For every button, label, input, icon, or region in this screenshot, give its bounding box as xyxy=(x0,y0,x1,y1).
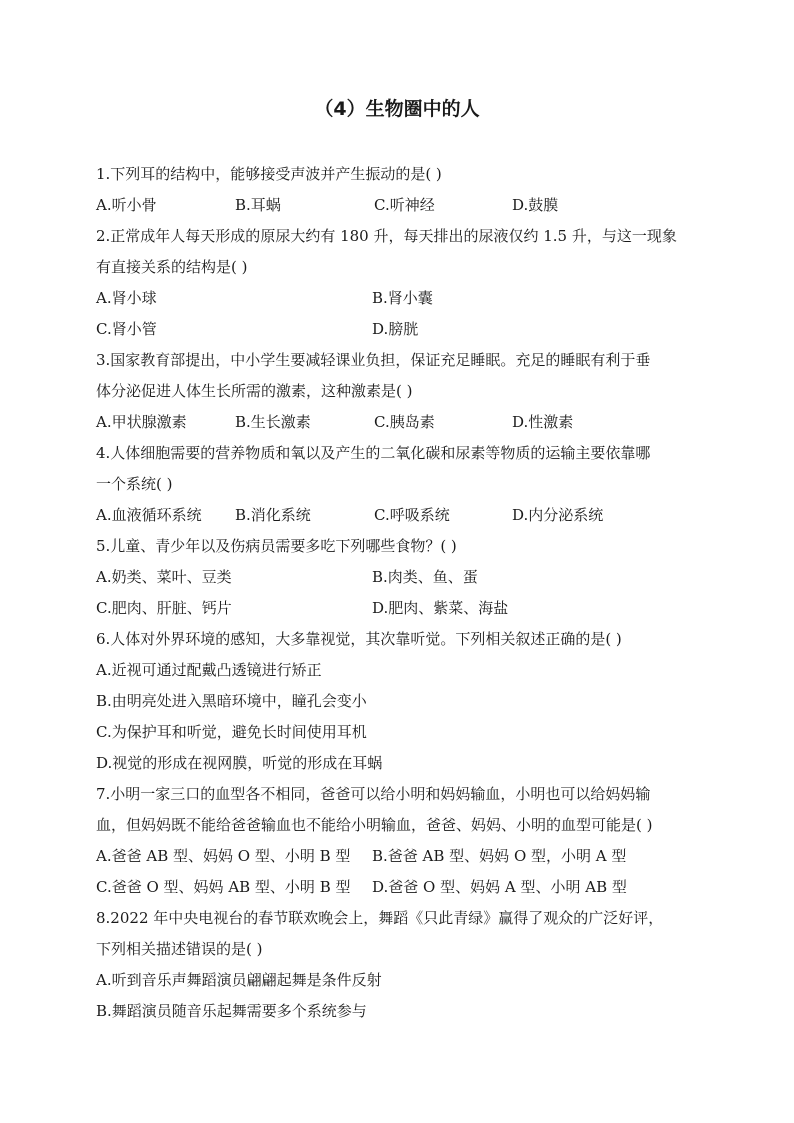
question-stem-line: 有直接关系的结构是( ) xyxy=(96,258,248,276)
option-c: C.呼吸系统 xyxy=(374,506,450,524)
options-row xyxy=(96,562,706,593)
question-stem-line: 下列相关描述错误的是( ) xyxy=(96,940,263,958)
question-6 xyxy=(96,624,706,779)
options-row xyxy=(96,314,706,345)
question-list xyxy=(96,159,706,1027)
option-c: C.为保护耳和听觉，避免长时间使用耳机 xyxy=(96,723,367,741)
option-d: D.性激素 xyxy=(512,413,574,431)
option-d: D.膀胱 xyxy=(372,320,419,338)
question-2 xyxy=(96,221,706,345)
option-d: D.爸爸 O 型、妈妈 A 型、小明 AB 型 xyxy=(372,878,627,896)
question-5 xyxy=(96,531,706,624)
option-c: C.肥肉、肝脏、钙片 xyxy=(96,599,232,617)
option-a: A.听小骨 xyxy=(96,196,157,214)
option-d: D.鼓膜 xyxy=(512,196,559,214)
option-a: A.爸爸 AB 型、妈妈 O 型、小明 B 型 xyxy=(96,847,351,865)
question-stem-line: 血，但妈妈既不能给爸爸输血也不能给小明输血，爸爸、妈妈、小明的血型可能是( ) xyxy=(96,816,653,834)
option-b: B.生长激素 xyxy=(235,413,311,431)
option-c: C.听神经 xyxy=(374,196,435,214)
question-stem-line: 6.人体对外界环境的感知，大多靠视觉，其次靠听觉。下列相关叙述正确的是( ) xyxy=(96,630,622,648)
option-b: B.爸爸 AB 型、妈妈 O 型，小明 A 型 xyxy=(372,847,627,865)
option-a: A.甲状腺激素 xyxy=(96,413,187,431)
question-4 xyxy=(96,438,706,531)
option-b: B.舞蹈演员随音乐起舞需要多个系统参与 xyxy=(96,1002,367,1020)
options-row xyxy=(96,190,706,221)
page-title: （4）生物圈中的人 xyxy=(314,98,480,120)
question-stem-line: 2.正常成年人每天形成的原尿大约有 180 升，每天排出的尿液仅约 1.5 升，与这一现象 xyxy=(96,227,677,245)
option-a: A.听到音乐声舞蹈演员翩翩起舞是条件反射 xyxy=(96,971,382,989)
question-8 xyxy=(96,903,706,1027)
option-a: A.血液循环系统 xyxy=(96,506,202,524)
options-row xyxy=(96,407,706,438)
option-d: D.内分泌系统 xyxy=(512,506,604,524)
option-d: D.视觉的形成在视网膜，听觉的形成在耳蜗 xyxy=(96,754,383,772)
option-c: C.胰岛素 xyxy=(374,413,435,431)
options-row xyxy=(96,841,706,872)
option-b: B.肉类、鱼、蛋 xyxy=(372,568,478,586)
option-b: B.由明亮处进入黑暗环境中，瞳孔会变小 xyxy=(96,692,367,710)
option-b: B.肾小囊 xyxy=(372,289,433,307)
question-1 xyxy=(96,159,706,221)
option-a: A.肾小球 xyxy=(96,289,157,307)
question-3 xyxy=(96,345,706,438)
question-stem-line: 1.下列耳的结构中，能够接受声波并产生振动的是( ) xyxy=(96,165,442,183)
question-stem-line: 8.2022 年中央电视台的春节联欢晚会上，舞蹈《只此青绿》赢得了观众的广泛好评， xyxy=(96,909,664,927)
question-stem-line: 一个系统( ) xyxy=(96,475,173,493)
options-row xyxy=(96,500,706,531)
option-c: C.爸爸 O 型、妈妈 AB 型、小明 B 型 xyxy=(96,878,351,896)
option-b: B.消化系统 xyxy=(235,506,311,524)
question-stem-line: 7.小明一家三口的血型各不相同，爸爸可以给小明和妈妈输血，小明也可以给妈妈输 xyxy=(96,785,651,803)
question-stem-line: 3.国家教育部提出，中小学生要减轻课业负担，保证充足睡眠。充足的睡眠有利于垂 xyxy=(96,351,651,369)
options-row xyxy=(96,283,706,314)
options-row xyxy=(96,872,706,903)
option-a: A.近视可通过配戴凸透镜进行矫正 xyxy=(96,661,322,679)
option-a: A.奶类、菜叶、豆类 xyxy=(96,568,232,586)
option-d: D.肥肉、紫菜、海盐 xyxy=(372,599,509,617)
options-row xyxy=(96,593,706,624)
option-b: B.耳蜗 xyxy=(235,196,281,214)
question-stem-line: 体分泌促进人体生长所需的激素，这种激素是( ) xyxy=(96,382,413,400)
question-stem-line: 4.人体细胞需要的营养物质和氧以及产生的二氧化碳和尿素等物质的运输主要依靠哪 xyxy=(96,444,651,462)
question-stem-line: 5.儿童、青少年以及伤病员需要多吃下列哪些食物？( ) xyxy=(96,537,457,555)
option-c: C.肾小管 xyxy=(96,320,157,338)
question-7 xyxy=(96,779,706,903)
